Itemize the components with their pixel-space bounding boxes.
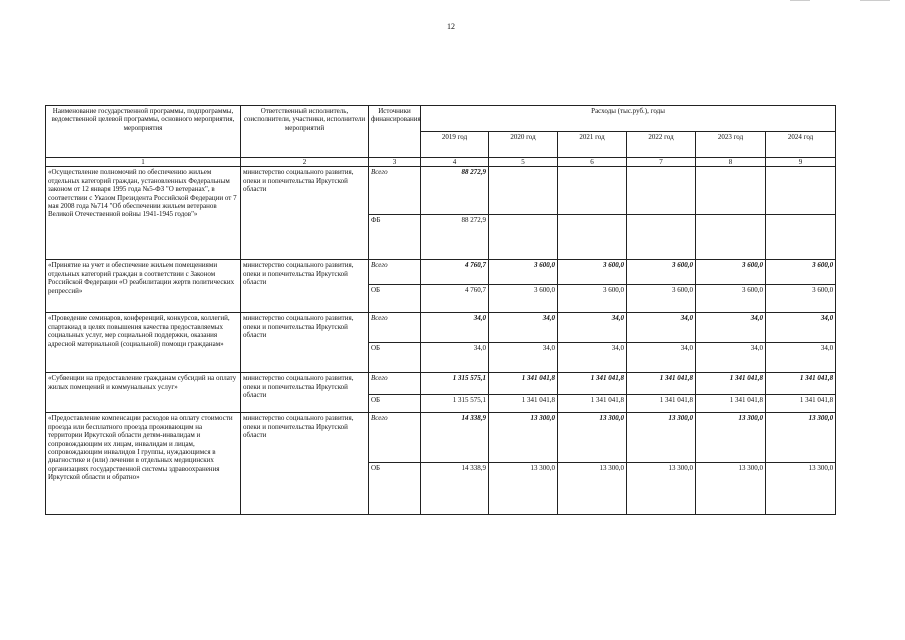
column-number: 7: [627, 158, 696, 167]
budget-table: [45, 105, 836, 515]
table-row: [46, 373, 836, 395]
column-number: 2: [241, 158, 369, 167]
budget-value-cell: 13 300,0: [489, 463, 558, 515]
total-value-cell: 34,0: [696, 313, 766, 343]
activity-name: «Проведение семинаров, конференций, конкурсов, коллегий, спартакиад в целях повышения качества предоставляемых социальных услуг, мер социальной поддержки, оказания адресной материальной (социальной) помощи гражданам»: [46, 313, 241, 373]
total-value-cell: [627, 167, 696, 215]
total-value-cell: 34,0: [421, 313, 489, 343]
budget-value-cell: 3 600,0: [696, 285, 766, 313]
total-value-cell: 3 600,0: [558, 260, 627, 285]
budget-value-cell: 34,0: [421, 343, 489, 373]
total-value-cell: [696, 167, 766, 215]
budget-value-cell: [627, 215, 696, 260]
budget-value-cell: 3 600,0: [489, 285, 558, 313]
header-name: Наименование государственной программы, подпрограммы, ведомственной целевой программы, основного мероприятия, мероприятия: [46, 106, 241, 158]
table-row: [46, 313, 836, 343]
budget-value-cell: 34,0: [627, 343, 696, 373]
budget-value-cell: 88 272,9: [421, 215, 489, 260]
total-value-cell: 1 341 041,8: [558, 373, 627, 395]
total-value-cell: 88 272,9: [421, 167, 489, 215]
budget-value-cell: 4 760,7: [421, 285, 489, 313]
activity-name: «Субвенции на предоставление гражданам субсидий на оплату жилых помещений и коммунальных услуг»: [46, 373, 241, 413]
total-value-cell: 34,0: [627, 313, 696, 343]
total-value-cell: [766, 167, 836, 215]
column-number: 4: [421, 158, 489, 167]
total-value-cell: 1 341 041,8: [489, 373, 558, 395]
total-value-cell: 13 300,0: [558, 413, 627, 463]
budget-value-cell: 13 300,0: [766, 463, 836, 515]
total-value-cell: 1 341 041,8: [696, 373, 766, 395]
executor-cell: министерство социального развития, опеки и попечительства Иркутской области: [241, 167, 369, 260]
source-total-label: Всего: [369, 167, 421, 215]
budget-value-cell: 1 341 041,8: [766, 395, 836, 413]
budget-value-cell: 1 341 041,8: [558, 395, 627, 413]
activity-name: «Принятие на учет и обеспечение жильем помещениями отдельных категорий граждан в соответствии с Законом Российской Федерации «О реабилитации жертв политических репрессий»: [46, 260, 241, 313]
activity-name: «Предоставление компенсации расходов на оплату стоимости проезда или бесплатного проезда проживающим на территории Иркутской области детям-инвалидам и сопровождающим их лицам, инвалидам и лицам, сопровождающим инвалидов I группы, нуждающимся в диагностике и (или) лечении в отдельных медицинских организациях государственной системы здравоохранения Иркутской области и обратно»: [46, 413, 241, 515]
budget-value-cell: 1 315 575,1: [421, 395, 489, 413]
total-value-cell: 34,0: [489, 313, 558, 343]
page-number: 12: [447, 22, 455, 31]
budget-value-cell: 1 341 041,8: [489, 395, 558, 413]
executor-cell: министерство социального развития, опеки и попечительства Иркутской области: [241, 313, 369, 373]
total-value-cell: 3 600,0: [766, 260, 836, 285]
source-budget-label: ОБ: [369, 463, 421, 515]
header-executor: Ответственный исполнитель, соисполнители, участники, исполнители мероприятий: [241, 106, 369, 158]
scan-mark: [860, 0, 890, 1]
column-number: 8: [696, 158, 766, 167]
budget-value-cell: 14 338,9: [421, 463, 489, 515]
total-value-cell: 13 300,0: [627, 413, 696, 463]
column-number: 9: [766, 158, 836, 167]
header-year: 2022 год: [627, 132, 696, 158]
budget-value-cell: 13 300,0: [696, 463, 766, 515]
budget-value-cell: 13 300,0: [627, 463, 696, 515]
total-value-cell: 13 300,0: [766, 413, 836, 463]
budget-value-cell: 1 341 041,8: [627, 395, 696, 413]
table-row: [46, 413, 836, 463]
total-value-cell: [489, 167, 558, 215]
total-value-cell: 14 338,9: [421, 413, 489, 463]
total-value-cell: 3 600,0: [489, 260, 558, 285]
column-number: 5: [489, 158, 558, 167]
total-value-cell: 1 341 041,8: [766, 373, 836, 395]
header-expenses: Расходы (тыс.руб.), годы: [421, 106, 836, 132]
executor-cell: министерство социального развития, опеки и попечительства Иркутской области: [241, 260, 369, 313]
budget-value-cell: 13 300,0: [558, 463, 627, 515]
source-total-label: Всего: [369, 260, 421, 285]
total-value-cell: 13 300,0: [696, 413, 766, 463]
budget-value-cell: [558, 215, 627, 260]
executor-cell: министерство социального развития, опеки и попечительства Иркутской области: [241, 373, 369, 413]
header-year: 2023 год: [696, 132, 766, 158]
budget-value-cell: 1 341 041,8: [696, 395, 766, 413]
activity-name: «Осуществление полномочий по обеспечению жильем отдельных категорий граждан, установленных Федеральным законом от 12 января 1995 года №5-ФЗ "О ветеранах", в соответствии с Указом Президента Российской Федерации от 7 мая 2008 года №714 "Об обеспечении жильем ветеранов Великой Отечественной войны 1941-1945 годов"»: [46, 167, 241, 260]
header-source: Источники финансирования: [369, 106, 421, 158]
total-value-cell: 3 600,0: [696, 260, 766, 285]
budget-value-cell: 3 600,0: [766, 285, 836, 313]
total-value-cell: 1 341 041,8: [627, 373, 696, 395]
table-row: [46, 260, 836, 285]
column-number: 1: [46, 158, 241, 167]
header-year: 2020 год: [489, 132, 558, 158]
budget-value-cell: 3 600,0: [558, 285, 627, 313]
scan-mark: [790, 0, 810, 1]
budget-value-cell: [766, 215, 836, 260]
total-value-cell: 1 315 575,1: [421, 373, 489, 395]
column-number: 3: [369, 158, 421, 167]
budget-value-cell: [696, 215, 766, 260]
source-total-label: Всего: [369, 313, 421, 343]
header-year: 2019 год: [421, 132, 489, 158]
total-value-cell: [558, 167, 627, 215]
column-number: 6: [558, 158, 627, 167]
total-value-cell: 34,0: [766, 313, 836, 343]
source-budget-label: ФБ: [369, 215, 421, 260]
budget-value-cell: 3 600,0: [627, 285, 696, 313]
header-year: 2021 год: [558, 132, 627, 158]
source-budget-label: ОБ: [369, 395, 421, 413]
budget-value-cell: 34,0: [489, 343, 558, 373]
header-year: 2024 год: [766, 132, 836, 158]
total-value-cell: 13 300,0: [489, 413, 558, 463]
budget-value-cell: [489, 215, 558, 260]
source-total-label: Всего: [369, 413, 421, 463]
executor-cell: министерство социального развития, опеки и попечительства Иркутской области: [241, 413, 369, 515]
total-value-cell: 4 760,7: [421, 260, 489, 285]
table-row: [46, 167, 836, 215]
source-budget-label: ОБ: [369, 285, 421, 313]
source-budget-label: ОБ: [369, 343, 421, 373]
budget-value-cell: 34,0: [558, 343, 627, 373]
budget-value-cell: 34,0: [696, 343, 766, 373]
total-value-cell: 3 600,0: [627, 260, 696, 285]
source-total-label: Всего: [369, 373, 421, 395]
total-value-cell: 34,0: [558, 313, 627, 343]
budget-value-cell: 34,0: [766, 343, 836, 373]
